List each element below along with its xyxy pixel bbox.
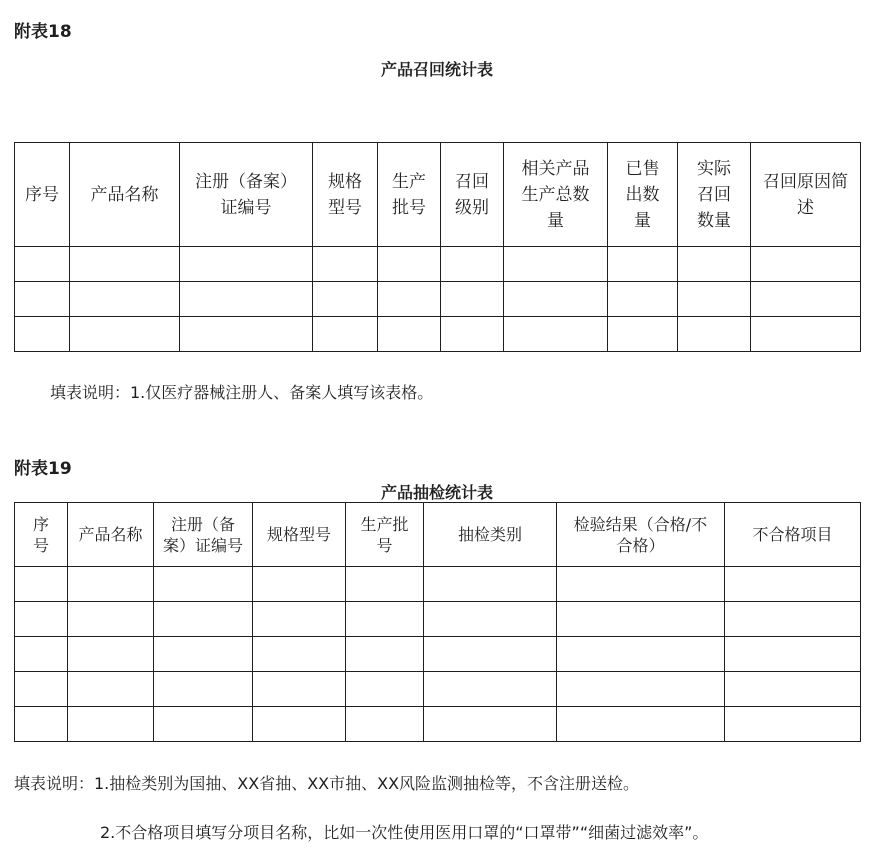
header-actual-recall-quantity: 实际召回数量 (678, 143, 751, 247)
header-total-quantity: 相关产品生产总数量 (504, 143, 608, 247)
header-spec-model: 规格型号 (313, 143, 378, 247)
header-recall-reason: 召回原因简述 (751, 143, 861, 247)
inspection-table-title: 产品抽检统计表 (380, 483, 493, 502)
table-row (15, 282, 861, 317)
header-recall-level: 召回级别 (441, 143, 504, 247)
table-row (15, 707, 861, 742)
table-row (15, 247, 861, 282)
table-row (15, 317, 861, 352)
appendix-18-label: 附表18 (14, 22, 72, 42)
header-registration-no: 注册（备案）证编号 (180, 143, 313, 247)
header-inspection-category: 抽检类别 (424, 503, 557, 567)
header-product-name: 产品名称 (68, 503, 154, 567)
header-batch-no: 生产批号 (378, 143, 441, 247)
recall-statistics-table (14, 142, 861, 352)
header-product-name: 产品名称 (70, 143, 180, 247)
recall-table-note: 填表说明：1.仅医疗器械注册人、备案人填写该表格。 (50, 383, 434, 402)
table-row (15, 637, 861, 672)
table-row (15, 672, 861, 707)
inspection-note-2: 2.不合格项目填写分项目名称，比如一次性使用医用口罩的“口罩带”“细菌过滤效率”。 (100, 823, 709, 842)
header-nonconforming-items: 不合格项目 (725, 503, 861, 567)
inspection-note-1: 填表说明：1.抽检类别为国抽、XX省抽、XX市抽、XX风险监测抽检等，不含注册送检。 (14, 774, 640, 793)
table-row (15, 602, 861, 637)
table-row (15, 567, 861, 602)
header-spec-model: 规格型号 (253, 503, 346, 567)
sampling-inspection-table (14, 502, 861, 742)
header-sold-quantity: 已售出数量 (608, 143, 678, 247)
appendix-19-label: 附表19 (14, 459, 72, 479)
header-inspection-result: 检验结果（合格/不合格） (557, 503, 725, 567)
header-serial-no: 序号 (15, 143, 70, 247)
header-registration-no: 注册（备案）证编号 (154, 503, 253, 567)
header-serial-no: 序号 (15, 503, 68, 567)
header-batch-no: 生产批号 (346, 503, 424, 567)
recall-table-title: 产品召回统计表 (380, 60, 493, 79)
